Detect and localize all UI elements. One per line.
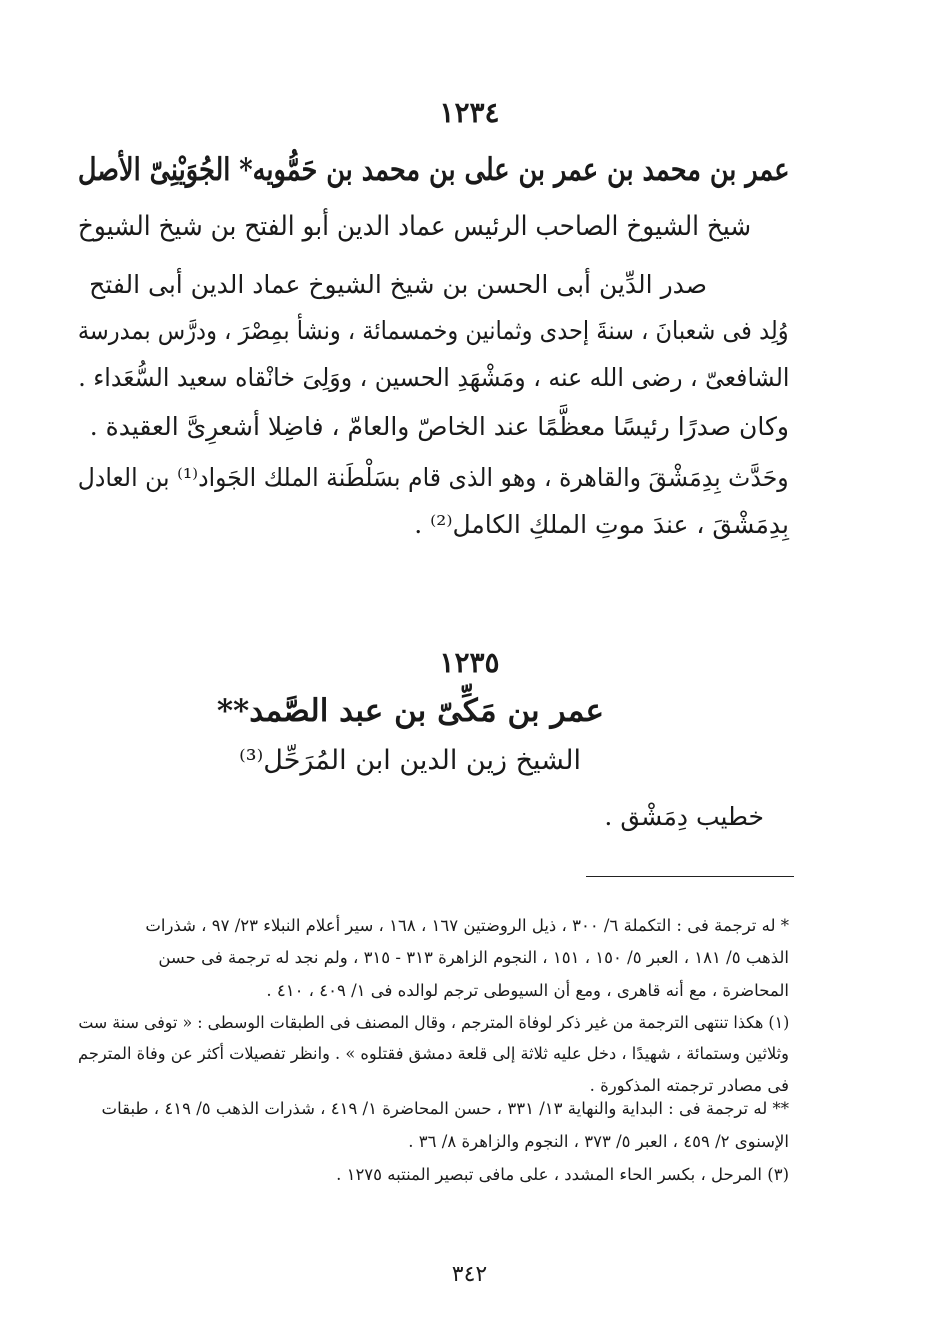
body-line: وُلِد فى شعبانَ ، سنةَ إحدى وثمانين وخمسمائة ، ونشأ بمِصْرَ ، ودرَّس بمدرسة bbox=[78, 316, 789, 345]
footnote-line: ** له ترجمة فى : البداية والنهاية ١٣/ ٣٣١ ، حسن المحاضرة ١/ ٤١٩ ، شذرات الذهب ٥/ ٤١٩ ، طبقات bbox=[101, 1099, 789, 1118]
body-line: صدر الدِّين أبى الحسن بن شيخ الشيوخ عماد الدين أبى الفتح bbox=[89, 270, 707, 299]
body-line: وحَدَّث بِدِمَشْقَ والقاهرة ، وهو الذى قام بسَلْطَنة الملك الجَواد⁽¹⁾ بن العادل bbox=[78, 463, 789, 492]
footnote-line: (١) هكذا تنتهى الترجمة من غير ذكر لوفاة المترجم ، وقال المصنف فى الطبقات الوسطى : « توفى سنة ست bbox=[77, 1013, 789, 1032]
footnote-divider bbox=[586, 876, 794, 877]
footnote-line: (٣) المرحل ، بكسر الحاء المشدد ، على مافى تبصير المنتبه ١٢٧٥ . bbox=[336, 1165, 789, 1184]
footnote-line: المحاضرة ، مع أنه قاهرى ، ومع أن السيوطى ترجم لوالده فى ١/ ٤٠٩ ، ٤١٠ . bbox=[266, 981, 789, 1000]
entry-subtitle: الشيخ زين الدين ابن المُرَحِّل⁽³⁾ bbox=[239, 745, 581, 776]
body-line: بِدِمَشْقَ ، عندَ موتِ الملكِ الكامل⁽²⁾ . bbox=[414, 510, 789, 539]
footnote-line: وثلاثين وستمائة ، شهيدًا ، دخل عليه ثلاثة إلى قلعة دمشق فقتلوه » . وانظر تفصيلات أكثر عن وفاة المترجم bbox=[78, 1044, 789, 1063]
body-line: خطيب دِمَشْق . bbox=[604, 802, 764, 831]
footnote-line: * له ترجمة فى : التكملة ٦/ ٣٠٠ ، ذيل الروضتين ١٦٧ ، ١٦٨ ، سير أعلام النبلاء ٢٣/ ٩٧ ، شذرات bbox=[145, 916, 789, 935]
entry-title: عمر بن محمد بن عمر بن على بن محمد بن حَمُّويه* الجُوَيْنِىّ الأصل bbox=[77, 152, 789, 188]
entry-number: ١٢٣٤ bbox=[439, 96, 500, 129]
entry-subtitle: شيخ الشيوخ الصاحب الرئيس عماد الدين أبو الفتح بن شيخ الشيوخ bbox=[77, 211, 751, 242]
body-line: الشافعىّ ، رضى الله عنه ، ومَشْهَدِ الحسين ، ووَلِىَ خانْقاه سعيد السُّعَداء . bbox=[77, 363, 789, 392]
footnote-line: فى مصادر ترجمته المذكورة . bbox=[589, 1076, 789, 1095]
entry-title: عمر بن مَكِّىّ بن عبد الصَّمد** bbox=[216, 693, 604, 729]
footnote-line: الذهب ٥/ ١٨١ ، العبر ٥/ ١٥٠ ، ١٥١ ، النجوم الزاهرة ٣١٣ - ٣١٥ ، ولم نجد له ترجمة فى حسن bbox=[158, 948, 789, 967]
page-number: ٣٤٢ bbox=[451, 1262, 488, 1287]
entry-number: ١٢٣٥ bbox=[439, 646, 500, 679]
footnote-line: الإسنوى ٢/ ٤٥٩ ، العبر ٥/ ٣٧٣ ، النجوم والزاهرة ٨/ ٣٦ . bbox=[408, 1132, 789, 1151]
body-line: وكان صدرًا رئيسًا معظَّمًا عند الخاصّ والعامّ ، فاضِلا أشعرِىَّ العقيدة . bbox=[89, 412, 789, 441]
